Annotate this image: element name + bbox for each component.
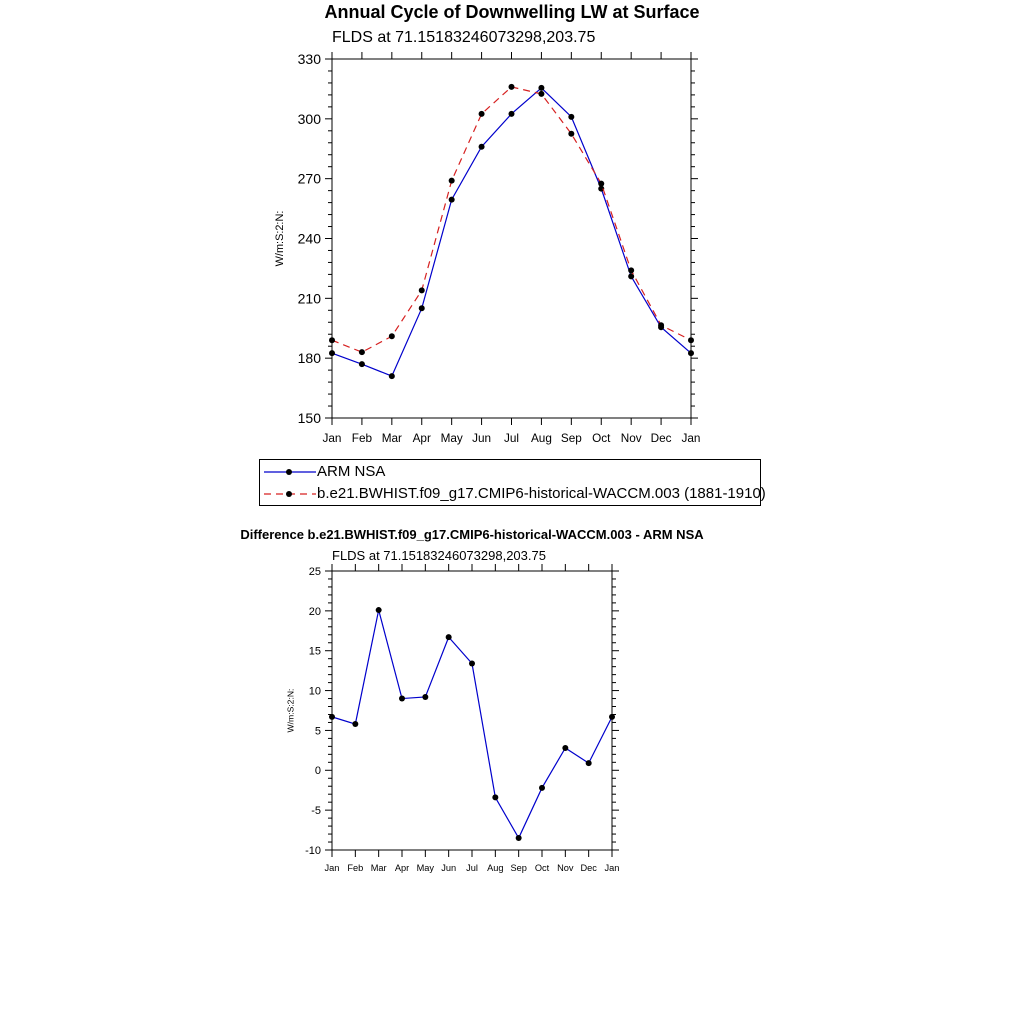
top-ytick-label: 210 xyxy=(297,290,321,307)
top-series-0-point xyxy=(359,361,365,367)
top-series-0-point xyxy=(419,305,425,311)
top-series-line-1 xyxy=(332,87,691,352)
legend xyxy=(259,459,766,506)
diff-ytick-label: 20 xyxy=(308,605,321,618)
top-ylabel: W/m:S:2:N: xyxy=(274,210,286,267)
legend-label-obs: ARM NSA xyxy=(317,463,386,480)
legend-item-model xyxy=(260,483,766,505)
diff-series-0-point xyxy=(399,696,405,702)
diff-xtick-label: Jan xyxy=(604,863,620,873)
diff-ytick-label: 5 xyxy=(314,725,321,738)
top-series-0-point xyxy=(389,373,395,379)
top-series-0-point xyxy=(688,350,694,356)
diff-series-0-point xyxy=(586,760,592,766)
chart-title: Annual Cycle of Downwelling LW at Surface xyxy=(324,2,700,22)
top-series-0-point xyxy=(509,111,515,117)
top-xtick-label: Feb xyxy=(351,432,373,445)
legend-label-model: b.e21.BWHIST.f09_g17.CMIP6-historical-WACCM.003 (1881-1910) xyxy=(317,485,766,502)
diff-plot-frame xyxy=(332,571,612,850)
diff-xtick-label: Feb xyxy=(347,863,364,873)
top-series-0-point xyxy=(568,114,574,120)
diff-xtick-label: Sep xyxy=(510,863,527,873)
diff-series-0-point xyxy=(376,607,382,613)
diff-series-0-point xyxy=(492,794,498,800)
top-xtick-label: Jul xyxy=(503,432,520,445)
top-series-line-0 xyxy=(332,88,691,376)
diff-series-0-point xyxy=(562,745,568,751)
top-xtick-label: Apr xyxy=(412,432,431,445)
top-series-1-point xyxy=(389,333,395,339)
top-series-1-point xyxy=(359,349,365,355)
top-xtick-label: Oct xyxy=(592,432,611,445)
top-series-1-point xyxy=(568,131,574,137)
legend-item-obs xyxy=(260,461,760,483)
top-xtick-label: Mar xyxy=(381,432,402,445)
diff-ytick-label: 0 xyxy=(314,765,321,778)
top-series-1-point xyxy=(419,287,425,293)
diff-series-0-point xyxy=(609,714,615,720)
top-ytick-label: 150 xyxy=(297,410,321,427)
diff-ytick-label: 25 xyxy=(308,565,321,578)
diff-xtick-label: Nov xyxy=(557,863,574,873)
diff-ytick-label: -10 xyxy=(305,844,321,857)
top-series-0-point xyxy=(329,350,335,356)
diff-ytick-label: 10 xyxy=(308,685,321,698)
top-series-0-point xyxy=(538,85,544,91)
top-series-1-point xyxy=(329,337,335,343)
top-series-1-point xyxy=(658,322,664,328)
top-ytick-label: 300 xyxy=(297,110,321,127)
top-xtick-label: Jan xyxy=(322,432,342,445)
diff-series-line-0 xyxy=(332,610,612,838)
diff-xtick-label: Jun xyxy=(441,863,457,873)
top-xtick-label: Dec xyxy=(650,432,672,445)
top-xtick-label: Nov xyxy=(620,432,642,445)
top-series-1-point xyxy=(598,181,604,187)
top-series-1-point xyxy=(449,178,455,184)
top-series-1-point xyxy=(509,84,515,90)
top-xtick-label: Jun xyxy=(472,432,492,445)
top-series-1-point xyxy=(688,337,694,343)
diff-xtick-label: Aug xyxy=(487,863,504,873)
top-xtick-label: Aug xyxy=(530,432,552,445)
top-ytick-label: 270 xyxy=(297,170,321,187)
diff-series-0-point xyxy=(352,721,358,727)
diff-xtick-label: Apr xyxy=(394,863,410,873)
top-series-0-point xyxy=(449,197,455,203)
diff-series-0-point xyxy=(329,714,335,720)
diff-xtick-label: Mar xyxy=(370,863,387,873)
legend-swatch-obs xyxy=(260,461,320,483)
diff-series-0-point xyxy=(469,660,475,666)
top-ytick-label: 180 xyxy=(297,350,321,367)
diff-ytick-label: 15 xyxy=(308,645,321,658)
top-xtick-label: Sep xyxy=(560,432,582,445)
top-xtick-label: Jan xyxy=(681,432,701,445)
diff-series-0-point xyxy=(422,694,428,700)
difference-chart-title: Difference b.e21.BWHIST.f09_g17.CMIP6-historical-WACCM.003 - ARM NSA xyxy=(240,527,704,542)
diff-xtick-label: May xyxy=(416,863,435,873)
diff-xtick-label: Dec xyxy=(580,863,597,873)
top-series-1-point xyxy=(628,267,634,273)
top-ytick-label: 240 xyxy=(297,230,321,247)
diff-ylabel: W/m:S:2:N: xyxy=(285,688,296,733)
legend-swatch-model xyxy=(260,483,320,505)
diff-series-0-point xyxy=(539,785,545,791)
top-ytick-label: 330 xyxy=(297,51,321,68)
chart-subtitle-bottom: FLDS at 71.15183246073298,203.75 xyxy=(332,548,546,563)
diff-series-0-point xyxy=(446,634,452,640)
top-xtick-label: May xyxy=(440,432,463,445)
top-series-1-point xyxy=(479,111,485,117)
diff-xtick-label: Jul xyxy=(466,863,478,873)
diff-xtick-label: Oct xyxy=(534,863,550,873)
diff-ytick-label: -5 xyxy=(311,805,321,818)
chart-subtitle-top: FLDS at 71.15183246073298,203.75 xyxy=(332,29,596,46)
diff-series-0-point xyxy=(516,835,522,841)
diff-xtick-label: Jan xyxy=(324,863,340,873)
top-series-0-point xyxy=(479,144,485,150)
top-series-1-point xyxy=(538,91,544,97)
